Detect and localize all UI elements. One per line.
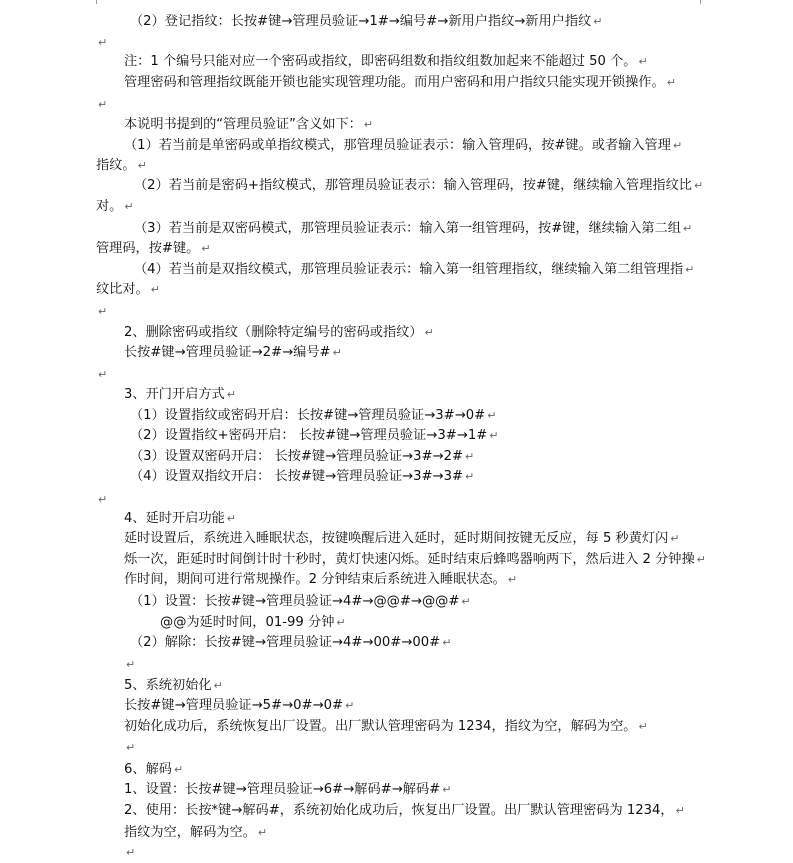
- paragraph-text: 纹比对。: [96, 282, 149, 297]
- paragraph-mark-icon: ↵: [126, 846, 136, 859]
- paragraph-mark-icon: ↵: [98, 36, 108, 49]
- paragraph-mark-icon: ↵: [173, 763, 184, 776]
- paragraph-mark-icon: ↵: [442, 636, 452, 649]
- paragraph-mark-icon: ↵: [126, 741, 136, 754]
- paragraph-mark-icon: ↵: [226, 388, 236, 401]
- paragraph-text: （1）设置指纹或密码开启：长按#键→管理员验证→3#→0#: [130, 408, 486, 423]
- paragraph-line[interactable]: [96, 197, 736, 217]
- paragraph-line[interactable]: [130, 592, 770, 612]
- paragraph-mark-icon: ↵: [696, 553, 706, 566]
- paragraph-line[interactable]: [124, 823, 764, 843]
- paragraph-mark-icon: ↵: [98, 98, 108, 111]
- paragraph-mark-icon: ↵: [593, 15, 603, 28]
- paragraph-line[interactable]: [96, 490, 736, 510]
- paragraph-line[interactable]: [124, 676, 764, 696]
- paragraph-line[interactable]: [124, 136, 764, 156]
- paragraph-mark-icon: ↵: [424, 326, 434, 339]
- paragraph-text: （3）设置双密码开启： 长按#键→管理员验证→3#→2#: [130, 449, 464, 464]
- paragraph-line[interactable]: [124, 343, 764, 363]
- paragraph-mark-icon: ↵: [465, 470, 475, 483]
- paragraph-line[interactable]: [124, 73, 764, 93]
- paragraph-text: 1、设置：长按#键→管理员验证→6#→解码#→解码#: [124, 782, 441, 797]
- paragraph-line[interactable]: [124, 323, 764, 343]
- paragraph-mark-icon: ↵: [465, 450, 475, 463]
- paragraph-mark-icon: ↵: [672, 139, 683, 152]
- paragraph-line[interactable]: [96, 239, 736, 259]
- paragraph-text: 6、解码: [124, 762, 172, 777]
- paragraph-mark-icon: ↵: [675, 804, 685, 817]
- paragraph-line[interactable]: [124, 52, 764, 72]
- paragraph-text: 作时间，期间可进行常规操作。2 分钟结束后系统进入睡眠状态。: [124, 572, 506, 587]
- paragraph-mark-icon: ↵: [489, 429, 499, 442]
- paragraph-mark-icon: ↵: [487, 409, 497, 422]
- paragraph-text: 对。: [96, 199, 123, 214]
- paragraph-line[interactable]: [130, 447, 770, 467]
- paragraph-text: （2）登记指纹：长按#键→管理员验证→1#→编号#→新用户指纹→新用户指纹: [130, 14, 592, 29]
- paragraph-line[interactable]: [124, 509, 764, 529]
- paragraph-text: 2、使用：长按*键→解码#，系统初始化成功后，恢复出厂设置。出厂默认管理密码为 1234，: [124, 803, 674, 818]
- paragraph-text: 延时设置后，系统进入睡眠状态，按键唤醒后进入延时，延时期间按键无反应，每 5 秒黄灯闪: [124, 531, 669, 546]
- paragraph-text: 管理码，按#键。: [96, 241, 200, 256]
- paragraph-mark-icon: ↵: [694, 179, 704, 192]
- paragraph-text: （2）解除：长按#键→管理员验证→4#→00#→00#: [130, 635, 441, 650]
- paragraph-line[interactable]: [130, 426, 770, 446]
- paragraph-line[interactable]: [134, 219, 774, 239]
- paragraph-line[interactable]: [124, 115, 764, 135]
- paragraph-mark-icon: ↵: [150, 283, 160, 296]
- paragraph-mark-icon: ↵: [98, 305, 108, 318]
- paragraph-text: 长按#键→管理员验证→5#→0#→0#: [124, 698, 344, 713]
- paragraph-mark-icon: ↵: [685, 263, 695, 276]
- paragraph-line[interactable]: [96, 280, 736, 300]
- paragraph-line[interactable]: [124, 655, 764, 675]
- paragraph-text: （3）若当前是双密码模式，那管理员验证表示：输入第一组管理码，按#键，继续输入第二组: [134, 221, 681, 236]
- paragraph-mark-icon: ↵: [507, 573, 518, 586]
- paragraph-mark-icon: ↵: [442, 783, 452, 796]
- paragraph-mark-icon: ↵: [345, 699, 355, 712]
- paragraph-line[interactable]: [130, 406, 770, 426]
- paragraph-mark-icon: ↵: [124, 200, 134, 213]
- paragraph-line[interactable]: [124, 843, 764, 863]
- paragraph-text: 5、系统初始化: [124, 678, 212, 693]
- paragraph-line[interactable]: [96, 95, 736, 115]
- paragraph-line[interactable]: [124, 780, 764, 800]
- paragraph-text: 指纹为空，解码为空。: [124, 825, 256, 840]
- paragraph-line[interactable]: [124, 550, 764, 570]
- paragraph-text: 3、开门开启方式: [124, 387, 225, 402]
- paragraph-mark-icon: ↵: [98, 493, 108, 506]
- paragraph-text: 长按#键→管理员验证→2#→编号#: [124, 345, 331, 360]
- paragraph-line[interactable]: [96, 365, 736, 385]
- paragraph-text: 注：1 个编号只能对应一个密码或指纹，即密码组数和指纹组数加起来不能超过 50 个。: [124, 54, 637, 69]
- paragraph-line[interactable]: [124, 385, 764, 405]
- paragraph-mark-icon: ↵: [201, 242, 211, 255]
- paragraph-mark-icon: ↵: [98, 368, 108, 381]
- paragraph-text: 本说明书提到的“管理员验证”含义如下：: [124, 117, 362, 132]
- paragraph-mark-icon: ↵: [137, 159, 147, 172]
- paragraph-text: （4）设置双指纹开启： 长按#键→管理员验证→3#→3#: [130, 469, 464, 484]
- paragraph-line[interactable]: [130, 12, 770, 32]
- paragraph-mark-icon: ↵: [670, 532, 680, 545]
- paragraph-text: （4）若当前是双指纹模式，那管理员验证表示：输入第一组管理指纹，继续输入第二组管理指: [134, 262, 684, 277]
- paragraph-line[interactable]: [124, 760, 764, 780]
- paragraph-mark-icon: ↵: [336, 616, 346, 629]
- paragraph-mark-icon: ↵: [666, 76, 676, 89]
- paragraph-line[interactable]: [130, 633, 770, 653]
- paragraph-line[interactable]: [96, 156, 736, 176]
- paragraph-text: 4、延时开启功能: [124, 511, 225, 526]
- paragraph-line[interactable]: [96, 33, 736, 53]
- paragraph-line[interactable]: [124, 570, 764, 590]
- paragraph-mark-icon: ↵: [257, 826, 268, 839]
- paragraph-line[interactable]: [160, 613, 793, 633]
- paragraph-text: 烁一次，距延时时间倒计时十秒时，黄灯快速闪烁。延时结束后蜂鸣器响两下，然后进入 2 分钟操: [124, 552, 695, 567]
- paragraph-line[interactable]: [124, 717, 764, 737]
- paragraph-line[interactable]: [134, 176, 774, 196]
- paragraph-mark-icon: ↵: [363, 118, 374, 131]
- paragraph-text: （2）若当前是密码+指纹模式，那管理员验证表示：输入管理码，按#键，继续输入管理指纹比: [134, 178, 692, 193]
- paragraph-line[interactable]: [124, 696, 764, 716]
- paragraph-text: （1）若当前是单密码或单指纹模式，那管理员验证表示：输入管理码，按#键。或者输入管理: [124, 138, 671, 153]
- paragraph-line[interactable]: [124, 801, 764, 821]
- paragraph-line[interactable]: [130, 467, 770, 487]
- paragraph-mark-icon: ↵: [461, 595, 471, 608]
- paragraph-line[interactable]: [134, 260, 774, 280]
- paragraph-mark-icon: ↵: [332, 346, 342, 359]
- paragraph-line[interactable]: [96, 302, 736, 322]
- paragraph-mark-icon: ↵: [213, 679, 223, 692]
- paragraph-mark-icon: ↵: [126, 658, 136, 671]
- paragraph-text: 指纹。: [96, 158, 136, 173]
- paragraph-text: @@为延时时间，01-99 分钟: [160, 615, 335, 630]
- paragraph-line[interactable]: [124, 738, 764, 758]
- paragraph-text: 初始化成功后，系统恢复出厂设置。出厂默认管理密码为 1234，指纹为空，解码为空。: [124, 719, 637, 734]
- paragraph-mark-icon: ↵: [638, 720, 648, 733]
- paragraph-text: 管理密码和管理指纹既能开锁也能实现管理功能。而用户密码和用户指纹只能实现开锁操作。: [124, 75, 665, 90]
- paragraph-text: （1）设置：长按#键→管理员验证→4#→@@#→@@#: [130, 594, 460, 609]
- paragraph-text: （2）设置指纹+密码开启： 长按#键→管理员验证→3#→1#: [130, 428, 488, 443]
- paragraph-mark-icon: ↵: [638, 55, 648, 68]
- paragraph-mark-icon: ↵: [682, 222, 693, 235]
- paragraph-text: 2、删除密码或指纹（删除特定编号的密码或指纹）: [124, 325, 423, 340]
- paragraph-line[interactable]: [124, 529, 764, 549]
- paragraph-mark-icon: ↵: [226, 512, 236, 525]
